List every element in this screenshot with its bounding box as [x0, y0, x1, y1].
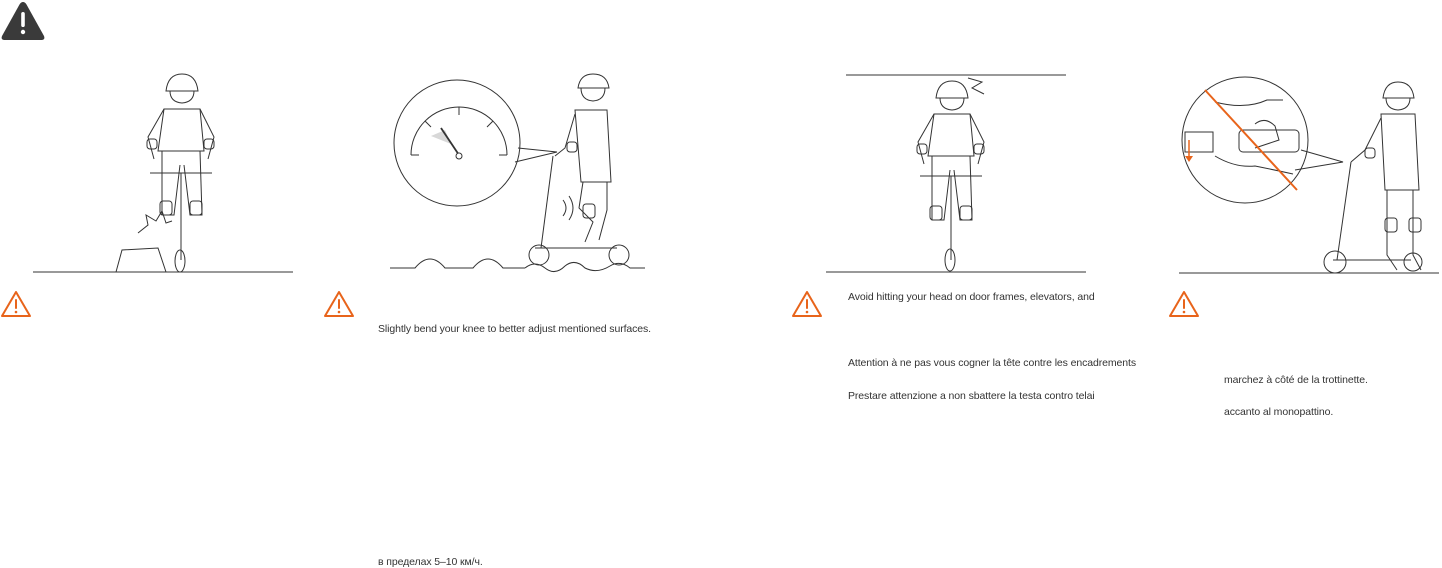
illustration-obstacle: [20, 65, 310, 280]
panel3-text-en: Avoid hitting your head on door frames, elevators, and: [848, 291, 1095, 303]
panel4-text-fr: marchez à côté de la trottinette.: [1224, 374, 1368, 386]
illustration-rough-terrain: [385, 70, 660, 280]
header-warning-icon: [0, 0, 46, 42]
panel1-warning-icon: [0, 290, 32, 318]
panel4-text-it: accanto al monopattino.: [1224, 406, 1334, 418]
panel4-warning-icon: [1168, 290, 1200, 318]
panel3-text-fr: Attention à ne pas vous cogner la tête contre les encadrements: [848, 357, 1136, 369]
illustration-head-clearance: [820, 70, 1095, 280]
panel2-warning-icon: [323, 290, 355, 318]
panel3-warning-icon: [791, 290, 823, 318]
panel3-text-it: Prestare attenzione a non sbattere la testa contro telai: [848, 390, 1095, 402]
panel2-text-ru: в пределах 5–10 км/ч.: [378, 556, 483, 568]
illustration-walk-beside: [1175, 70, 1442, 280]
panel2-text-en: Slightly bend your knee to better adjust mentioned surfaces.: [378, 323, 651, 335]
